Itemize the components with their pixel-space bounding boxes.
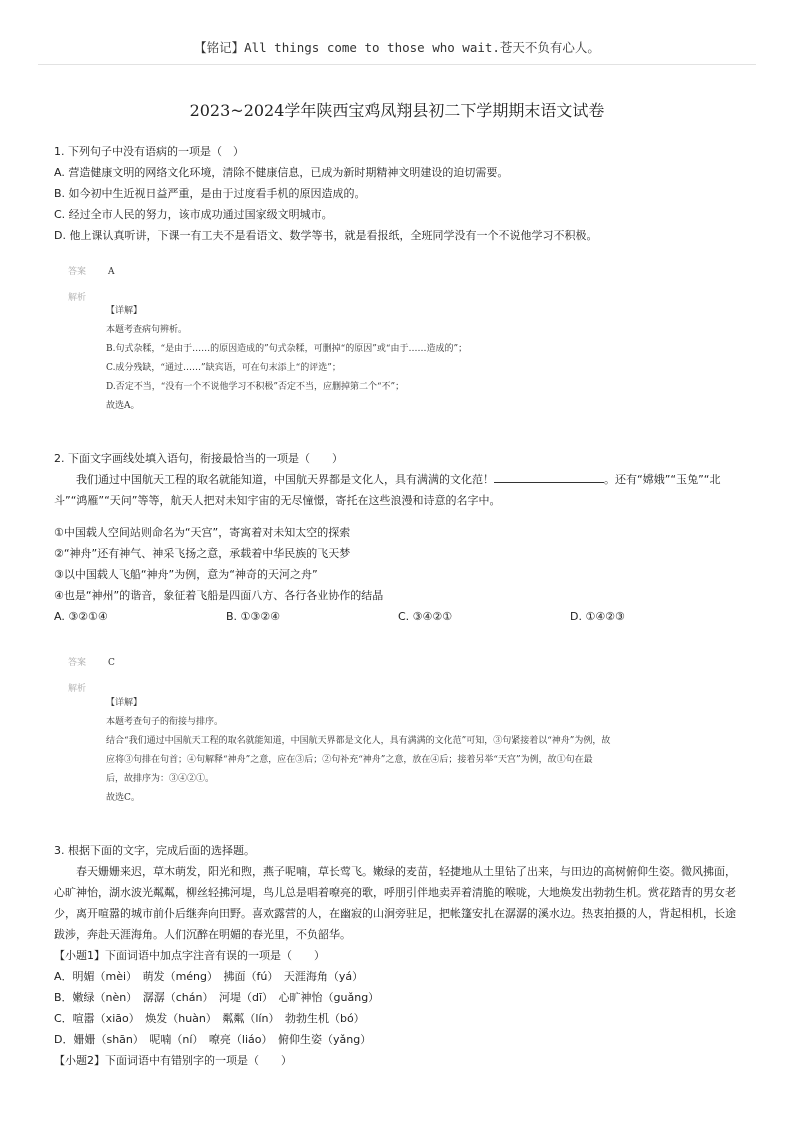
option-d[interactable]: D. ①④②③ (570, 610, 625, 623)
passage-line: 春天姗姗来迟，草木萌发，阳光和煦，燕子呢喃，草长莺飞。嫩绿的麦苗，轻捷地从土里钻了出来，与田边的高树俯仰生姿。微风拂面， (76, 865, 736, 878)
analysis-label-row (68, 290, 108, 303)
question-3 (54, 840, 744, 1071)
passage-text: 。还有“嫦娥”“玉兔”“北 (604, 473, 721, 486)
option-a[interactable]: A. ③②①④ (54, 610, 108, 623)
question-1 (54, 141, 744, 246)
sub-question-2: 【小题2】下面词语中有错别字的一项是（ ） (54, 1054, 292, 1067)
analysis-label: 解析 (68, 293, 87, 303)
option-c[interactable]: C. ③④②① (398, 610, 453, 623)
analysis-line: 后，故排序为：③④②①。 (106, 774, 215, 784)
passage-line: 跋涉，奔赴天涯海角。人们沉醉在明媚的春光里，不负韶华。 (54, 928, 351, 941)
item-3: ③以中国载人飞船“神舟”为例，意为“神奇的天河之舟” (54, 568, 318, 581)
sub1-option-d[interactable]: D．姗姗（shān） 呢喃（ní） 嘹亮（liáo） 俯仰生姿（yǎng） (54, 1033, 372, 1046)
question-stem: 1. 下列句子中没有语病的一项是（ ） (54, 145, 244, 158)
analysis-label: 解析 (68, 684, 87, 694)
item-4: ④也是“神州”的谐音，象征着飞船是四面八方、各行各业协作的结晶 (54, 589, 384, 602)
exam-title: 2023~2024学年陕西宝鸡凤翔县初二下学期期末语文试卷 (189, 101, 605, 120)
question-stem: 2. 下面文字画线处填入语句，衔接最恰当的一项是（ ） (54, 452, 343, 465)
option-d[interactable]: D. 他上课认真听讲，下课一有工夫不是看语文、数学等书，就是看报纸，全班同学没有一个不说他学习不积极。 (54, 229, 598, 242)
analysis-text (106, 694, 746, 808)
answer-row (68, 264, 115, 277)
analysis-line: B.句式杂糅，“是由于……的原因造成的”句式杂糅，可删掉“的原因”或“由于……造成的”； (106, 344, 468, 354)
passage-line: 少，离开喧嚣的城市前仆后继奔向田野。喜欢露营的人，在幽寂的山涧旁驻足，把帐篷安扎在潺潺的溪水边。热衷拍摄的人，背起相机，长途 (54, 907, 736, 920)
answer-row (68, 655, 115, 668)
question-passage-cont: 斗”“鸿雁”“天问”等等，航天人把对未知宇宙的无尽憧憬，寄托在这些浪漫和诗意的名字中。 (54, 494, 501, 507)
analysis-text (106, 302, 746, 416)
sub-question-1: 【小题1】下面词语中加点字注音有误的一项是（ ） (54, 949, 325, 962)
analysis-line: D.否定不当，“没有一个不说他学习不积极”否定不当，应删掉第二个“不”； (106, 382, 405, 392)
sub1-option-a[interactable]: A．明媚（mèi） 萌发（méng） 拂面（fú） 天涯海角（yá） (54, 970, 364, 983)
analysis-line: 结合“我们通过中国航天工程的取名就能知道，中国航天界都是文化人，具有满满的文化范”可知，③句紧接着以“神舟”为例，故 (106, 736, 611, 746)
option-c[interactable]: C. 经过全市人民的努力，该市成功通过国家级文明城市。 (54, 208, 333, 221)
passage-line: 心旷神怡，湖水波光粼粼，柳丝轻拂河堤，鸟儿总是唱着嘹亮的歌，呼朋引伴地卖弄着清脆的喉咙，大地焕发出勃勃生机。赏花踏青的男女老 (54, 886, 736, 899)
item-2: ②“神舟”还有神气、神采飞扬之意，承载着中华民族的飞天梦 (54, 547, 351, 560)
question-2 (54, 448, 744, 627)
analysis-line: C.成分残缺，“通过……”缺宾语，可在句末添上“的评选”； (106, 363, 341, 373)
analysis-line: 应将③句排在句首；④句解释“神舟”之意，应在③后；②句补充“神舟”之意，放在④后；接着另举“天宫”为例，故①句在最 (106, 755, 593, 765)
analysis-line: 本题考查病句辨析。 (106, 325, 188, 335)
option-b[interactable]: B. ①③②④ (226, 610, 280, 623)
passage-text: 我们通过中国航天工程的取名就能知道，中国航天界都是文化人，具有满满的文化范！ (76, 473, 494, 486)
option-b[interactable]: B. 如今初中生近视日益严重，是由于过度看手机的原因造成的。 (54, 187, 366, 200)
options-row (54, 606, 744, 627)
item-1: ①中国载人空间站则命名为“天宫”，寄寓着对未知太空的探索 (54, 526, 351, 539)
sub1-option-b[interactable]: B．嫩绿（nèn） 潺潺（chán） 河堤（dī） 心旷神怡（guǎng） (54, 991, 380, 1004)
answer-value: A (108, 267, 115, 277)
answer-label: 答案 (68, 267, 87, 277)
answer-value: C (108, 658, 115, 668)
analysis-line: 【详解】 (106, 306, 143, 316)
page-header-motto: 【铭记】All things come to those who wait.苍天不负有心人。 (194, 40, 600, 55)
analysis-line: 本题考查句子的衔接与排序。 (106, 717, 224, 727)
analysis-line: 故选A。 (106, 401, 140, 411)
option-a[interactable]: A. 营造健康文明的网络文化环境，清除不健康信息，已成为新时期精神文明建设的迫切需要。 (54, 166, 509, 179)
answer-label: 答案 (68, 658, 87, 668)
fill-blank (494, 470, 604, 483)
header-divider (38, 64, 756, 65)
question-stem: 3. 根据下面的文字，完成后面的选择题。 (54, 844, 255, 857)
analysis-line: 故选C。 (106, 793, 140, 803)
analysis-line: 【详解】 (106, 698, 143, 708)
sub1-option-c[interactable]: C．喧嚣（xiāo） 焕发（huàn） 粼粼（lín） 勃勃生机（bó） (54, 1012, 365, 1025)
question-passage (54, 469, 744, 490)
analysis-label-row (68, 681, 108, 694)
